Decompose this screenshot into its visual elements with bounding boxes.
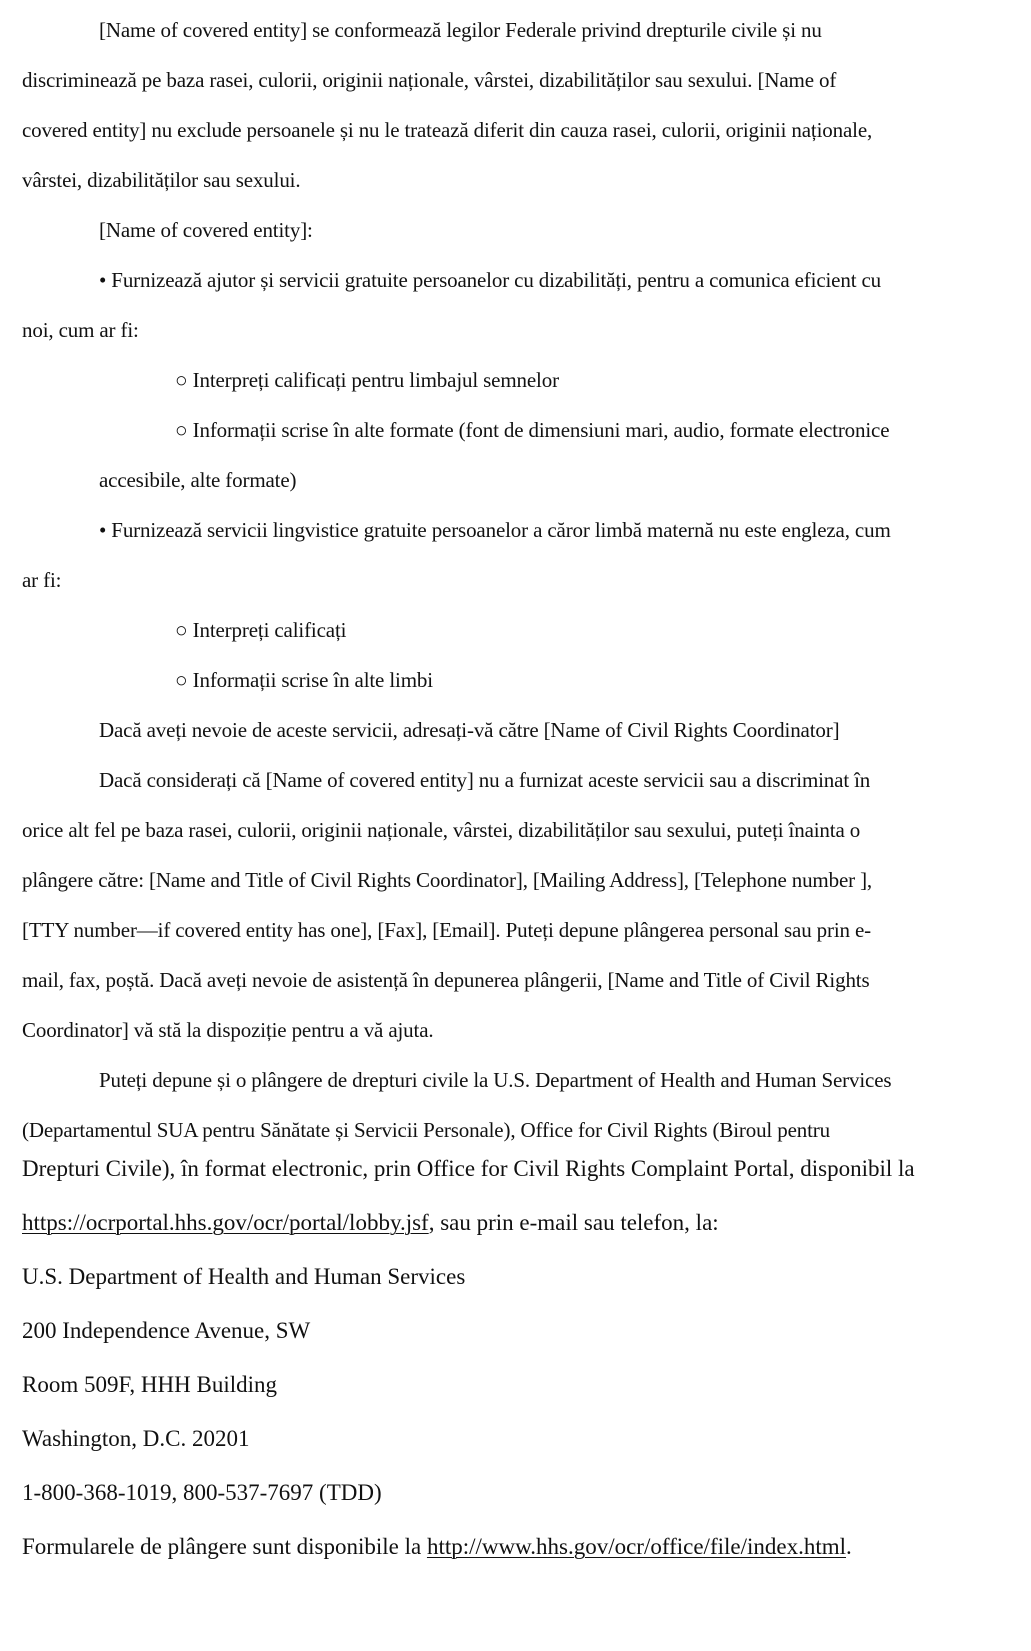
bullet-item: • Furnizează ajutor și servicii gratuite persoanelor cu dizabilități, pentru a comunica eficient cu [99,268,882,292]
text-line: discriminează pe baza rasei, culorii, originii naționale, vârstei, dizabilităților sau sexului. [Name of [22,68,837,92]
forms-link[interactable]: http://www.hhs.gov/ocr/office/file/index.html [426,1534,846,1559]
text-line: plângere către: [Name and Title of Civil Rights Coordinator], [Mailing Address], [Telephone number ], [22,868,873,892]
text-line: ar fi: [22,568,62,592]
address-line: U.S. Department of Health and Human Services [22,1264,466,1289]
forms-line [22,1534,852,1560]
address-line: Washington, D.C. 20201 [22,1426,250,1451]
address-line: 200 Independence Avenue, SW [22,1318,311,1343]
sub-bullet-item: ○ Interpreți calificați [175,618,347,642]
text-line: vârstei, dizabilităților sau sexului. [22,168,301,192]
portal-link[interactable]: https://ocrportal.hhs.gov/ocr/portal/lobby.jsf [22,1210,429,1235]
sub-bullet-item: ○ Interpreți calificați pentru limbajul semnelor [175,368,559,392]
text-line: [TTY number—if covered entity has one], [Fax], [Email]. Puteți depune plângerea personal sau prin e- [22,918,872,942]
sub-bullet-item: ○ Informații scrise în alte limbi [175,668,433,692]
text-line: mail, fax, poștă. Dacă aveți nevoie de asistență în depunerea plângerii, [Name and Title of Civil Rights [22,968,870,992]
text-line: orice alt fel pe baza rasei, culorii, originii naționale, vârstei, dizabilităților sau sexului, puteți înainta o [22,818,861,842]
text-line: [Name of covered entity]: [99,218,313,242]
text-line: covered entity] nu exclude persoanele și nu le tratează diferit din cauza rasei, culorii, originii naționale, [22,118,873,142]
text-line: Dacă considerați că [Name of covered entity] nu a furnizat aceste servicii sau a discriminat în [99,768,871,792]
text-line: Drepturi Civile), în format electronic, prin Office for Civil Rights Complaint Portal, disponibil la [22,1156,915,1181]
text-line: Puteți depune și o plângere de drepturi civile la U.S. Department of Health and Human Services [99,1068,892,1092]
sub-bullet-item: ○ Informații scrise în alte formate (font de dimensiuni mari, audio, formate electronice [175,418,890,442]
portal-line [22,1210,719,1236]
text-line: Coordinator] vă stă la dispoziție pentru a vă ajuta. [22,1018,434,1042]
text-line: (Departamentul SUA pentru Sănătate și Servicii Personale), Office for Civil Rights (Biroul pentru [22,1118,830,1142]
text-line: [Name of covered entity] se conformează legilor Federale privind drepturile civile și nu [99,18,822,42]
forms-suffix: . [846,1534,852,1559]
forms-prefix: Formularele de plângere sunt disponibile la [22,1534,427,1559]
portal-suffix: , sau prin e-mail sau telefon, la: [428,1210,719,1235]
text-line: Dacă aveți nevoie de aceste servicii, adresați-vă către [Name of Civil Rights Coordinator] [99,718,840,742]
phone-line: 1-800-368-1019, 800-537-7697 (TDD) [22,1480,382,1505]
bullet-item: • Furnizează servicii lingvistice gratuite persoanelor a căror limbă maternă nu este engleza, cum [99,518,891,542]
text-line: noi, cum ar fi: [22,318,139,342]
text-line: accesibile, alte formate) [99,468,297,492]
address-line: Room 509F, HHH Building [22,1372,278,1397]
